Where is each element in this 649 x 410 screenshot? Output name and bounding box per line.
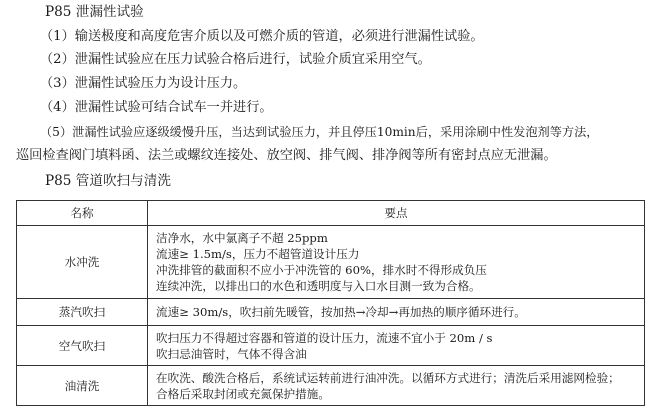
paragraph-5-line-2: 巡回检查阀门填料函、法兰或螺纹连接处、放空阀、排气阀、排净阀等所有密封点应无泄漏。 — [16, 148, 557, 163]
paragraph-1: （1）输送极度和高度危害介质以及可燃介质的管道，必须进行泄漏性试验。 — [40, 29, 484, 44]
row-name-oil-flush: 油清洗 — [17, 366, 148, 406]
purge-clean-table — [16, 200, 645, 406]
paragraph-2: （2）泄漏性试验应在压力试验合格后进行，试验介质宜采用空气。 — [40, 52, 431, 67]
point-line: 连续冲洗，以排出口的水色和透明度与入口水目测一致为合格。 — [156, 279, 481, 293]
section-title-leak-test: P85 泄漏性试验 — [45, 4, 144, 20]
table-row — [17, 366, 645, 406]
section-title-purge-clean: P85 管道吹扫与清洗 — [45, 173, 171, 189]
table-row — [17, 299, 645, 326]
point-line: 吹扫压力不得超过容器和管道的设计压力，流速不宜小于 20m / s — [156, 330, 493, 345]
paragraph-3: （3）泄漏性试验压力为设计压力。 — [40, 76, 247, 91]
row-name-water-flush: 水冲洗 — [17, 226, 148, 299]
row-name-air-purge: 空气吹扫 — [17, 326, 148, 366]
table-row — [17, 226, 645, 299]
header-points: 要点 — [148, 201, 645, 226]
paragraph-5-line-1: （5）泄漏性试验应逐级缓慢升压，当达到试验压力，并且停压10min后，采用涂刷中性发泡剂等方法， — [40, 125, 599, 139]
point-line: 吹扫忌油管时，气体不得含油 — [156, 346, 307, 361]
table-header-row — [17, 201, 645, 226]
table-row — [17, 326, 645, 366]
point-line: 流速≥ 30m/s，吹扫前先暖管，按加热→冷却→再加热的顺序循环进行。 — [156, 305, 526, 319]
header-name: 名称 — [17, 201, 148, 226]
paragraph-4: （4）泄漏性试验可结合试车一并进行。 — [40, 100, 273, 115]
row-points-steam-purge — [148, 299, 645, 326]
row-points-oil-flush — [148, 366, 645, 406]
point-line: 冲洗排管的截面积不应小于冲洗管的 60%，排水时不得形成负压 — [156, 263, 487, 277]
row-points-air-purge — [148, 326, 645, 366]
point-line: 在吹洗、酸洗合格后，系统试运转前进行油冲洗。以循环方式进行；清洗后采用滤网检验； — [156, 370, 620, 385]
point-line: 洁净水，水中氯离子不超 25ppm — [156, 231, 328, 245]
point-line: 流速≥ 1.5m/s，压力不超管道设计压力 — [156, 247, 360, 261]
row-name-steam-purge: 蒸汽吹扫 — [17, 299, 148, 326]
point-line: 合格后采取封闭或充氮保护措施。 — [156, 386, 330, 401]
row-points-water-flush — [148, 226, 645, 299]
